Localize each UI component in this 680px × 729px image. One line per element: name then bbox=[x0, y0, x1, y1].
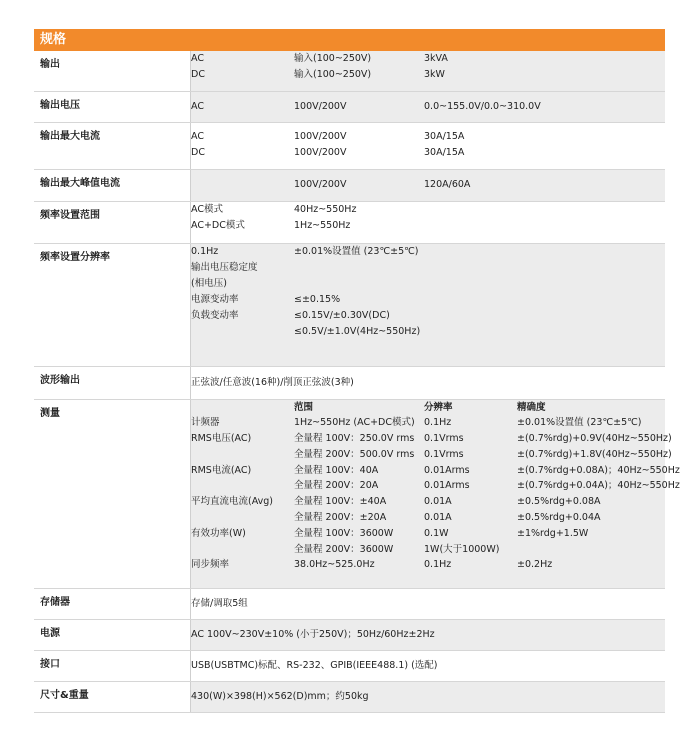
cell: AC bbox=[191, 53, 204, 64]
cell: 全量程 200V：3600W bbox=[294, 543, 394, 555]
spec-title: 规格 bbox=[34, 29, 665, 51]
cell: AC+DC模式 bbox=[191, 219, 245, 231]
cell: 0.1Vrms bbox=[424, 433, 464, 445]
cell: 平均直流电流(Avg) bbox=[191, 496, 274, 508]
memory-text: 存储/调取5组 bbox=[191, 597, 248, 609]
header-cell: 范围 bbox=[294, 401, 314, 413]
row-label: 频率设置分辨率 bbox=[34, 243, 191, 366]
cell: 有效功率(W) bbox=[191, 527, 246, 539]
cell: 0.1W bbox=[424, 527, 449, 539]
cell: DC bbox=[191, 146, 205, 158]
cell: AC模式 bbox=[191, 203, 223, 215]
cell: 0.0~155.0V/0.0~310.0V bbox=[424, 100, 541, 112]
freq-resolution-grid bbox=[191, 244, 665, 340]
cell: 0.01Arms bbox=[424, 480, 470, 492]
cell: 3kW bbox=[424, 69, 445, 80]
cell: 全量程 200V：500.0V rms bbox=[294, 448, 415, 460]
cell: 30A/15A bbox=[424, 130, 465, 142]
spec-row-freq-resolution bbox=[34, 243, 665, 366]
cell: 全量程 200V：±20A bbox=[294, 512, 387, 524]
cell: ±(0.7%rdg)+1.8V(40Hz~550Hz) bbox=[517, 448, 672, 460]
cell: 全量程 100V：250.0V rms bbox=[294, 433, 415, 445]
cell bbox=[191, 447, 294, 463]
freq-range-grid bbox=[191, 202, 665, 234]
cell: RMS电压(AC) bbox=[191, 433, 252, 445]
cell: 100V/200V bbox=[294, 130, 347, 142]
cell: 0.1Hz bbox=[424, 417, 452, 429]
cell: (相电压) bbox=[191, 277, 227, 289]
row-label: 输出最大峰值电流 bbox=[34, 169, 191, 201]
cell: ±0.01%设置值 (23℃±5℃) bbox=[294, 245, 419, 257]
row-label: 接口 bbox=[34, 650, 191, 681]
cell: ±(0.7%rdg+0.08A)；40Hz~550Hz bbox=[517, 464, 680, 476]
cell: ±0.5%rdg+0.04A bbox=[517, 512, 601, 524]
cell: ±0.2Hz bbox=[517, 559, 553, 571]
cell: 计频器 bbox=[191, 417, 220, 429]
cell: ±0.5%rdg+0.08A bbox=[517, 496, 601, 508]
cell: 3kVA bbox=[424, 53, 448, 64]
cell: 1W(大于1000W) bbox=[424, 543, 500, 555]
row-label: 存储器 bbox=[34, 588, 191, 619]
cell: 30A/15A bbox=[424, 146, 465, 158]
cell: 输出电压稳定度 bbox=[191, 261, 258, 273]
spec-row-interface bbox=[34, 650, 665, 681]
cell bbox=[191, 510, 294, 526]
output-grid bbox=[191, 51, 665, 83]
cell: ±0.01%设置值 (23℃±5℃) bbox=[517, 417, 642, 429]
measurement-grid bbox=[191, 400, 680, 574]
power-text: AC 100V~230V±10% (小于250V)；50Hz/60Hz±2Hz bbox=[191, 628, 435, 640]
row-label: 频率设置范围 bbox=[34, 201, 191, 243]
cell: ≤0.5V/±1.0V(4Hz~550Hz) bbox=[294, 325, 421, 337]
cell: ≤±0.15% bbox=[294, 293, 341, 305]
cell: 1Hz~550Hz (AC+DC模式) bbox=[294, 417, 415, 429]
max-peak-grid bbox=[191, 177, 665, 193]
waveform-text: 正弦波/任意波(16种)/削顶正弦波(3种) bbox=[191, 376, 354, 388]
spec-row-memory bbox=[34, 588, 665, 619]
spec-sheet bbox=[34, 29, 680, 713]
cell: 0.01Arms bbox=[424, 464, 470, 476]
cell: 电源变动率 bbox=[191, 293, 239, 305]
row-label: 波形输出 bbox=[34, 366, 191, 399]
cell: 全量程 100V：40A bbox=[294, 464, 379, 476]
cell bbox=[517, 542, 667, 558]
cell bbox=[191, 542, 294, 558]
spec-row-freq-range bbox=[34, 201, 665, 243]
spec-row-max-peak-current bbox=[34, 169, 665, 201]
cell: 输入(100~250V) bbox=[294, 69, 372, 80]
spec-table bbox=[34, 51, 680, 713]
cell: 100V/200V bbox=[294, 178, 347, 190]
row-label: 尺寸&重量 bbox=[34, 681, 191, 712]
cell: 1Hz~550Hz bbox=[294, 219, 351, 231]
cell: 0.01A bbox=[424, 512, 452, 524]
max-current-grid bbox=[191, 129, 665, 161]
cell: 全量程 100V：3600W bbox=[294, 527, 394, 539]
row-label: 输出最大电流 bbox=[34, 122, 191, 169]
spec-row-output bbox=[34, 51, 665, 91]
cell: 120A/60A bbox=[424, 178, 471, 190]
spec-row-measurement bbox=[34, 399, 665, 588]
cell: 100V/200V bbox=[294, 146, 347, 158]
cell bbox=[191, 324, 294, 340]
cell: ±(0.7%rdg+0.04A)；40Hz~550Hz bbox=[517, 480, 680, 492]
spec-row-dimensions bbox=[34, 681, 665, 712]
cell: 0.1Hz bbox=[191, 245, 219, 257]
cell: 负载变动率 bbox=[191, 309, 239, 321]
cell: ±1%rdg+1.5W bbox=[517, 527, 589, 539]
cell: ±(0.7%rdg)+0.9V(40Hz~550Hz) bbox=[517, 433, 672, 445]
header-cell bbox=[191, 400, 294, 416]
cell: 输入(100~250V) bbox=[294, 53, 372, 64]
spec-row-max-current bbox=[34, 122, 665, 169]
spec-row-waveform bbox=[34, 366, 665, 399]
cell: 全量程 200V：20A bbox=[294, 480, 379, 492]
cell: ≤0.15V/±0.30V(DC) bbox=[294, 309, 390, 321]
cell: 全量程 100V：±40A bbox=[294, 496, 387, 508]
cell: 38.0Hz~525.0Hz bbox=[294, 559, 375, 571]
cell bbox=[294, 276, 424, 292]
interface-text: USB(USBTMC)标配、RS-232、GPIB(IEEE488.1) (选配) bbox=[191, 659, 438, 671]
cell: 同步频率 bbox=[191, 559, 230, 571]
cell: DC bbox=[191, 69, 205, 80]
header-cell: 分辨率 bbox=[424, 401, 453, 413]
cell bbox=[294, 260, 424, 276]
spec-row-output-voltage bbox=[34, 91, 665, 122]
spec-row-power bbox=[34, 619, 665, 650]
cell: AC bbox=[191, 130, 204, 142]
cell: AC bbox=[191, 100, 204, 112]
row-label: 输出 bbox=[34, 51, 191, 91]
row-label: 测量 bbox=[34, 399, 191, 588]
cell: RMS电流(AC) bbox=[191, 464, 252, 476]
dimensions-text: 430(W)×398(H)×562(D)mm；约50kg bbox=[191, 690, 369, 702]
row-label: 电源 bbox=[34, 619, 191, 650]
cell: 0.01A bbox=[424, 496, 452, 508]
cell bbox=[191, 478, 294, 494]
output-voltage-grid bbox=[191, 99, 665, 115]
cell: 0.1Vrms bbox=[424, 448, 464, 460]
cell: 40Hz~550Hz bbox=[294, 203, 357, 215]
cell: 0.1Hz bbox=[424, 559, 452, 571]
cell bbox=[191, 177, 294, 193]
row-label: 输出电压 bbox=[34, 91, 191, 122]
header-cell: 精确度 bbox=[517, 401, 546, 413]
cell: 100V/200V bbox=[294, 100, 347, 112]
